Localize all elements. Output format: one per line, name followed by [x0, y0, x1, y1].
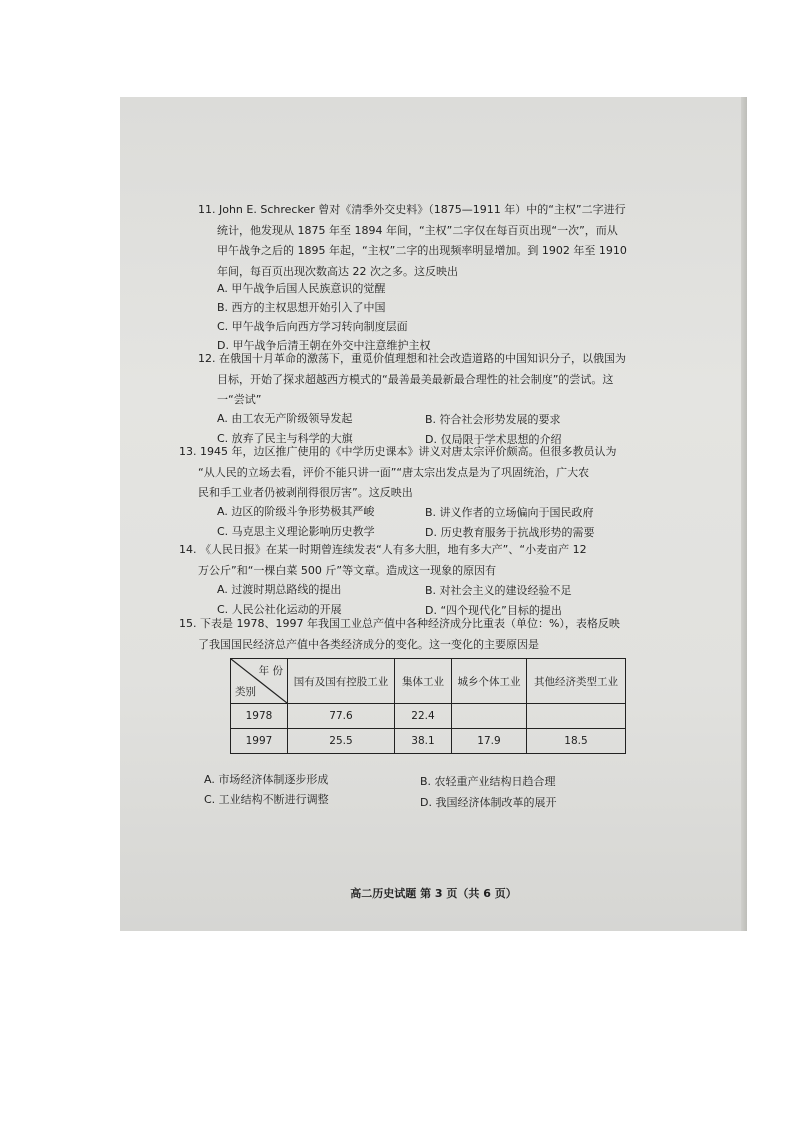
- column-header: 国有及国有控股工业: [288, 659, 395, 704]
- page-edge-shadow: [741, 97, 747, 931]
- economy-share-table: [230, 658, 626, 754]
- column-header: 城乡个体工业: [452, 659, 527, 704]
- stem-line: 民和手工业者仍被剥削得很厉害”。这反映出: [198, 486, 413, 500]
- option-d[interactable]: D. 我国经济体制改革的展开: [420, 796, 557, 809]
- option-d[interactable]: D. 仅局限于学术思想的介绍: [425, 433, 562, 446]
- row-year: 1997: [231, 729, 288, 754]
- option-c[interactable]: C. 人民公社化运动的开展: [217, 603, 342, 616]
- table-corner-cell: [231, 659, 288, 704]
- question-15-stem: [179, 614, 728, 655]
- column-header: 其他经济类型工业: [527, 659, 626, 704]
- stem-line: 目标，开始了探求超越西方模式的“最善最美最新最合理性的社会制度”的尝试。这: [217, 372, 614, 386]
- option-a[interactable]: A. 过渡时期总路线的提出: [217, 583, 342, 596]
- table-cell: 18.5: [527, 729, 626, 754]
- row-year: 1978: [231, 704, 288, 729]
- option-a[interactable]: A. 边区的阶级斗争形势极其严峻: [217, 505, 375, 518]
- table-row: [231, 729, 626, 754]
- stem-line: 12. 在俄国十月革命的激荡下，重觅价值理想和社会改造道路的中国知识分子，以俄国为: [198, 352, 626, 365]
- stem-line: 年间，每百页出现次数高达 22 次之多。这反映出: [217, 264, 458, 278]
- option-b[interactable]: B. 西方的主权思想开始引入了中国: [217, 301, 386, 314]
- table-header-row: [231, 659, 626, 704]
- corner-year-label: 年 份: [258, 665, 283, 677]
- table-cell: [527, 704, 626, 729]
- question-11-stem: [198, 200, 728, 282]
- stem-line: 15. 下表是 1978、1997 年我国工业总产值中各种经济成分比重表（单位：%），表格反映: [179, 617, 620, 630]
- corner-category-label: 类别: [235, 686, 256, 698]
- stem-line: 11. John E. Schrecker 曾对《清季外交史料》（1875—1911 年）中的“主权”二字进行: [198, 203, 626, 216]
- table-cell: 77.6: [288, 704, 395, 729]
- stem-line: 了我国国民经济总产值中各类经济成分的变化。这一变化的主要原因是: [198, 637, 539, 651]
- stem-line: 统计，他发现从 1875 年至 1894 年间，“主权”二字仅在每百页出现“一次”，而从: [217, 223, 618, 237]
- stem-line: 万公斤”和“一棵白菜 500 斤”等文章。造成这一现象的原因有: [198, 563, 497, 577]
- option-b[interactable]: B. 对社会主义的建设经验不足: [425, 584, 572, 597]
- table-row: [231, 704, 626, 729]
- option-a[interactable]: A. 市场经济体制逐步形成: [204, 773, 329, 786]
- table-cell: [452, 704, 527, 729]
- option-c[interactable]: C. 马克思主义理论影响历史教学: [217, 525, 375, 538]
- option-b[interactable]: B. 农轻重产业结构日趋合理: [420, 775, 556, 788]
- option-a[interactable]: A. 由工农无产阶级领导发起: [217, 412, 353, 425]
- question-12-stem: [198, 349, 728, 411]
- table-cell: 22.4: [395, 704, 452, 729]
- option-c[interactable]: C. 放弃了民主与科学的大旗: [217, 432, 353, 445]
- option-d[interactable]: D. 甲午战争后清王朝在外交中注意维护主权: [217, 339, 431, 352]
- option-b[interactable]: B. 符合社会形势发展的要求: [425, 413, 561, 426]
- stem-line: 14. 《人民日报》在某一时期曾连续发表“人有多大胆，地有多大产”、“小麦亩产 12: [179, 543, 587, 556]
- option-c[interactable]: C. 工业结构不断进行调整: [204, 793, 329, 806]
- option-a[interactable]: A. 甲午战争后国人民族意识的觉醒: [217, 282, 386, 295]
- stem-line: 一“尝试”: [217, 393, 262, 407]
- column-header: 集体工业: [395, 659, 452, 704]
- option-c[interactable]: C. 甲午战争后向西方学习转向制度层面: [217, 320, 408, 333]
- stem-line: “从人民的立场去看，评价不能只讲一面”“唐太宗出发点是为了巩固统治，广大农: [198, 465, 590, 479]
- option-d[interactable]: D. 历史教育服务于抗战形势的需要: [425, 526, 595, 539]
- question-13-stem: [179, 442, 728, 504]
- table-cell: 25.5: [288, 729, 395, 754]
- stem-line: 甲午战争之后的 1895 年起，“主权”二字的出现频率明显增加。到 1902 年至 1910: [217, 244, 627, 258]
- option-b[interactable]: B. 讲义作者的立场偏向于国民政府: [425, 506, 594, 519]
- stem-line: 13. 1945 年，边区推广使用的《中学历史课本》讲义对唐太宗评价颇高。但很多教员认为: [179, 445, 617, 458]
- option-d[interactable]: D. “四个现代化”目标的提出: [425, 604, 562, 617]
- page-footer: 高二历史试题 第 3 页（共 6 页）: [350, 887, 517, 900]
- table-cell: 38.1: [395, 729, 452, 754]
- table-cell: 17.9: [452, 729, 527, 754]
- scanned-page: [120, 97, 747, 931]
- question-14-stem: [179, 540, 728, 581]
